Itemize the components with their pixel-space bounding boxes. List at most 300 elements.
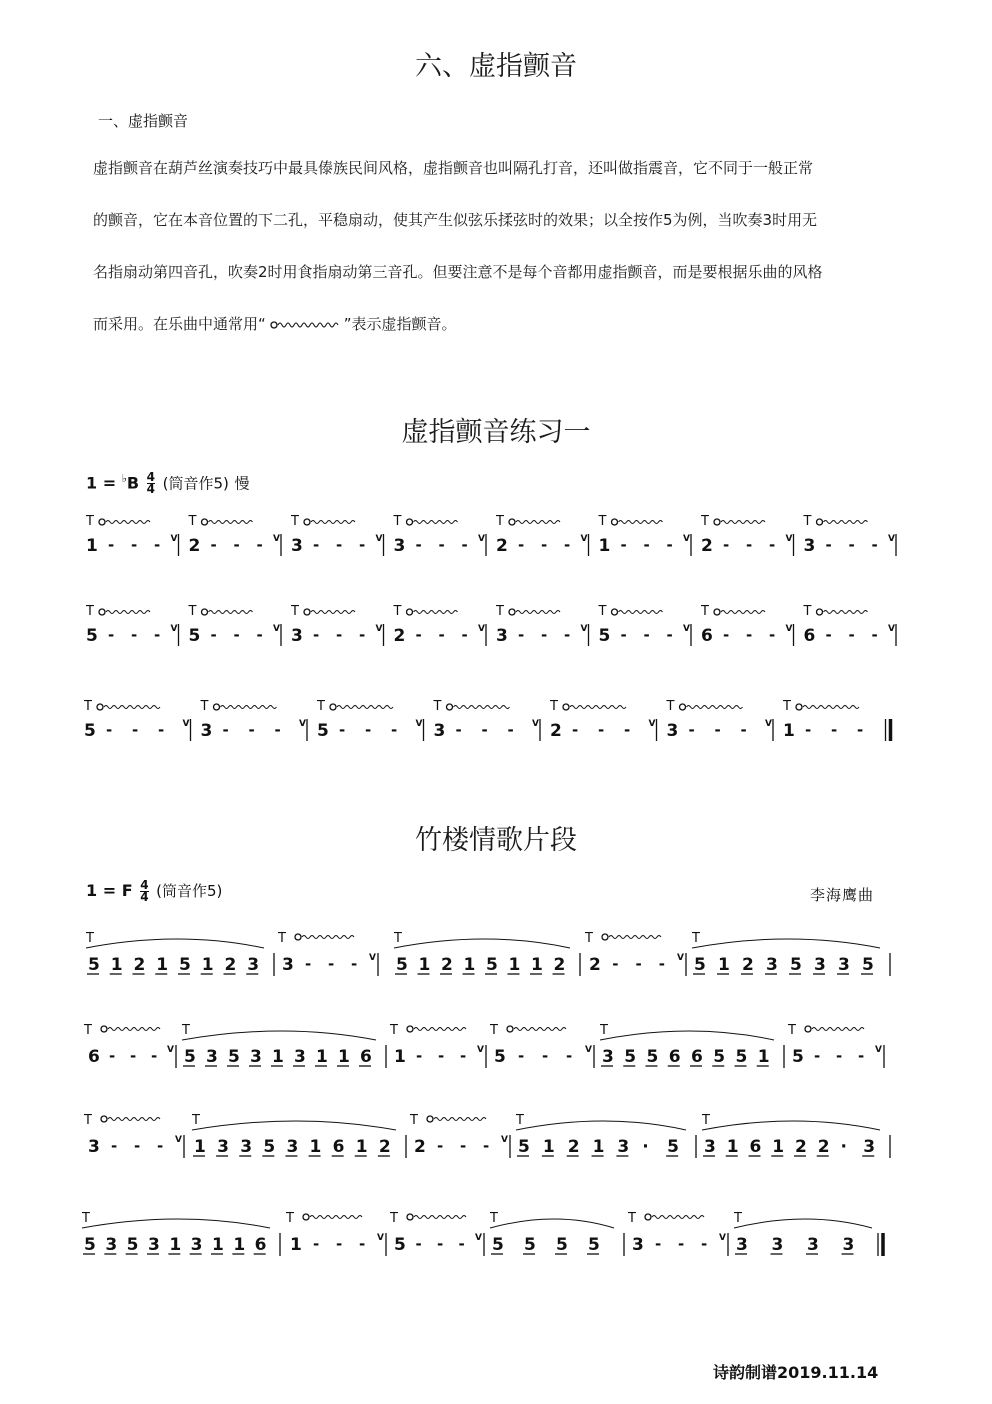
exercise-dash: - bbox=[481, 721, 488, 739]
exercise-tremolo-circle bbox=[304, 519, 310, 525]
exercise-dash: - bbox=[106, 721, 113, 739]
exercise-tremolo-circle bbox=[612, 519, 618, 525]
exercise-dash: - bbox=[108, 536, 115, 554]
footer-credit: 诗韵制谱2019.11.14 bbox=[713, 1363, 879, 1382]
song-tremolo-circle bbox=[303, 1214, 309, 1220]
song-dash: - bbox=[518, 1047, 525, 1065]
song-breath-mark: V bbox=[475, 1233, 482, 1243]
exercise-tremolo-circle bbox=[202, 519, 208, 525]
song-dash: - bbox=[313, 1235, 320, 1253]
exercise-tongue-mark: T bbox=[291, 604, 299, 619]
song-tremolo-wave bbox=[310, 1216, 362, 1219]
song-note: 2 bbox=[414, 1137, 426, 1157]
page-title: 六、虚指颤音 bbox=[415, 51, 577, 82]
exercise-tempo: 慢 bbox=[234, 474, 250, 493]
exercise-dash: - bbox=[336, 626, 343, 644]
exercise-dash: - bbox=[857, 721, 864, 739]
song-slur bbox=[734, 1219, 872, 1228]
song-breath-mark: V bbox=[501, 1135, 508, 1145]
time-top: 4 bbox=[140, 878, 149, 892]
song-dash: - bbox=[157, 1137, 164, 1155]
exercise-dash: - bbox=[108, 626, 115, 644]
song-note: 5 bbox=[646, 1047, 659, 1067]
song-tongue-mark: T bbox=[390, 1211, 398, 1226]
exercise-tremolo-circle bbox=[304, 609, 310, 615]
song-note: 3 bbox=[842, 1235, 855, 1255]
exercise-dash: - bbox=[541, 536, 548, 554]
song-note: 1 bbox=[156, 955, 169, 975]
time-bottom: 4 bbox=[140, 890, 149, 904]
song-slur bbox=[192, 1121, 396, 1130]
exercise-tremolo-wave bbox=[414, 521, 458, 524]
song-note: 5 bbox=[713, 1047, 726, 1067]
exercise-dash: - bbox=[518, 536, 525, 554]
exercise-note: 5 bbox=[84, 721, 96, 741]
song-note: 5 bbox=[694, 955, 706, 975]
song-tongue-mark: T bbox=[84, 1113, 92, 1128]
song-tremolo-circle bbox=[101, 1026, 107, 1032]
exercise-dash: - bbox=[438, 626, 445, 644]
exercise-note: 5 bbox=[188, 626, 201, 646]
song-dash: - bbox=[305, 955, 312, 973]
song-tongue-mark: T bbox=[86, 931, 94, 946]
song-dash: - bbox=[359, 1235, 366, 1253]
exercise-dash: - bbox=[131, 536, 138, 554]
song-note: 1 bbox=[592, 1137, 605, 1157]
exercise-dash: - bbox=[666, 626, 673, 644]
exercise-dash: - bbox=[339, 721, 346, 739]
song-note: 5 bbox=[263, 1137, 276, 1157]
exercise-tube-note: (筒音作5) bbox=[162, 474, 229, 493]
exercise-tremolo-circle bbox=[509, 519, 515, 525]
exercise-dash: - bbox=[825, 626, 832, 644]
exercise-note: 3 bbox=[496, 626, 508, 646]
exercise-tremolo-circle bbox=[99, 609, 105, 615]
song-tongue-mark: T bbox=[734, 1211, 742, 1226]
song-note: 2 bbox=[224, 955, 237, 975]
song-tremolo-circle bbox=[602, 934, 608, 940]
exercise-breath-mark: V bbox=[648, 719, 656, 729]
exercise-tremolo-circle bbox=[407, 609, 413, 615]
exercise-dash: - bbox=[233, 626, 240, 644]
song-tremolo-circle bbox=[805, 1026, 811, 1032]
song-dash: - bbox=[701, 1235, 708, 1253]
song-tremolo-wave bbox=[609, 936, 661, 939]
exercise-breath-mark: V bbox=[478, 534, 485, 544]
song-note: 3 bbox=[766, 955, 778, 975]
exercise-note: 1 bbox=[598, 536, 611, 556]
section-heading: 一、虚指颤音 bbox=[98, 112, 189, 130]
exercise-note: 1 bbox=[783, 721, 795, 741]
song-tongue-mark: T bbox=[702, 1113, 710, 1128]
exercise-tremolo-wave bbox=[516, 611, 560, 614]
song-slur bbox=[516, 1121, 686, 1130]
song-breath-mark: V bbox=[719, 1233, 726, 1243]
exercise-note: 6 bbox=[803, 626, 816, 646]
song-tongue-mark: T bbox=[692, 931, 700, 946]
composer-credit: 李海鹰曲 bbox=[810, 886, 875, 904]
song-dash: - bbox=[458, 1235, 465, 1253]
exercise-breath-mark: V bbox=[683, 534, 690, 544]
exercise-dash: - bbox=[154, 536, 161, 554]
time-top: 4 bbox=[146, 470, 156, 485]
song-note: 1 bbox=[201, 955, 214, 975]
song-breath-mark: V bbox=[369, 953, 376, 963]
exercise-tremolo-wave bbox=[619, 521, 663, 524]
song-breath-mark: V bbox=[677, 953, 684, 963]
exercise-note: 5 bbox=[86, 626, 98, 646]
exercise-tongue-mark: T bbox=[393, 604, 402, 619]
song-note: 5 bbox=[179, 955, 191, 975]
song-note: 1 bbox=[508, 955, 521, 975]
song-note: 5 bbox=[518, 1137, 530, 1157]
exercise-dash: - bbox=[507, 721, 514, 739]
exercise-tremolo-wave bbox=[337, 706, 393, 709]
exercise-dash: - bbox=[825, 536, 832, 554]
exercise-dash: - bbox=[461, 536, 468, 554]
song-note: 3 bbox=[206, 1047, 218, 1067]
song-dash: - bbox=[336, 1235, 343, 1253]
exercise-tremolo-wave bbox=[311, 521, 355, 524]
exercise-dash: - bbox=[564, 626, 571, 644]
exercise-note: 2 bbox=[393, 626, 406, 646]
song-note: 3 bbox=[617, 1137, 630, 1157]
song-dash: - bbox=[111, 1137, 118, 1155]
exercise-note: 3 bbox=[393, 536, 406, 556]
exercise-tongue-mark: T bbox=[701, 514, 709, 529]
exercise-tremolo-circle bbox=[563, 704, 569, 710]
exercise-tongue-mark: T bbox=[200, 699, 209, 714]
exercise-tongue-mark: T bbox=[496, 604, 504, 619]
song-dash: - bbox=[415, 1235, 422, 1253]
song-tremolo-circle bbox=[295, 934, 301, 940]
song-note: 2 bbox=[795, 1137, 807, 1157]
exercise-tongue-mark: T bbox=[433, 699, 442, 714]
song-tube-note: (筒音作5) bbox=[156, 882, 223, 900]
exercise-dash: - bbox=[233, 536, 240, 554]
song-key-note: F bbox=[121, 881, 133, 900]
exercise-dash: - bbox=[131, 626, 138, 644]
exercise-tongue-mark: T bbox=[291, 514, 299, 529]
exercise-dash: - bbox=[666, 536, 673, 554]
exercise-tremolo-wave bbox=[106, 521, 150, 524]
exercise-note: 3 bbox=[200, 721, 213, 741]
exercise-breath-mark: V bbox=[415, 719, 423, 729]
song-note: 3 bbox=[282, 955, 294, 975]
exercise-dash: - bbox=[564, 536, 571, 554]
song-tremolo-circle bbox=[407, 1214, 413, 1220]
exercise-breath-mark: V bbox=[683, 624, 690, 634]
song-slur bbox=[490, 1219, 614, 1228]
exercise-dash: - bbox=[572, 721, 579, 739]
song-slur bbox=[702, 1121, 880, 1130]
exercise-tremolo-circle bbox=[447, 704, 453, 710]
exercise-dash: - bbox=[723, 626, 730, 644]
exercise-dash: - bbox=[769, 626, 776, 644]
song-breath-mark: V bbox=[167, 1045, 174, 1055]
song-note: 1 bbox=[757, 1047, 770, 1067]
song-note: · bbox=[642, 1137, 649, 1157]
exercise-tremolo-wave bbox=[209, 521, 253, 524]
song-note: 1 bbox=[110, 955, 123, 975]
song-dash: - bbox=[612, 955, 619, 973]
exercise-breath-mark: V bbox=[375, 624, 383, 634]
song-note: 5 bbox=[396, 955, 408, 975]
exercise-tremolo-circle bbox=[714, 519, 720, 525]
song-breath-mark: V bbox=[377, 1233, 384, 1243]
exercise-breath-mark: V bbox=[765, 719, 772, 729]
exercise-breath-mark: V bbox=[170, 534, 178, 544]
song-slur bbox=[86, 939, 264, 948]
exercise-breath-mark: V bbox=[888, 624, 895, 634]
song-dash: - bbox=[151, 1047, 158, 1065]
exercise-dash: - bbox=[313, 626, 320, 644]
song-note: 3 bbox=[602, 1047, 614, 1067]
exercise-tremolo-wave bbox=[619, 611, 663, 614]
exercise-tremolo-wave bbox=[721, 611, 765, 614]
exercise-tremolo-circle bbox=[202, 609, 208, 615]
exercise-dash: - bbox=[871, 536, 878, 554]
song-note: 3 bbox=[88, 1137, 100, 1157]
song-tremolo-wave bbox=[108, 1028, 160, 1031]
exercise-dash: - bbox=[624, 721, 631, 739]
song-note: 6 bbox=[88, 1047, 100, 1067]
exercise-tremolo-circle bbox=[817, 519, 823, 525]
song-note: 1 bbox=[169, 1235, 182, 1255]
exercise-breath-mark: V bbox=[785, 624, 793, 634]
song-dash: - bbox=[814, 1047, 821, 1065]
exercise-dash: - bbox=[723, 536, 730, 554]
song-note: 1 bbox=[542, 1137, 555, 1157]
exercise-title: 虚指颤音练习一 bbox=[401, 417, 591, 448]
exercise-dash: - bbox=[848, 626, 855, 644]
song-note: 3 bbox=[736, 1235, 748, 1255]
song-note: 1 bbox=[772, 1137, 785, 1157]
exercise-dash: - bbox=[643, 626, 650, 644]
song-tremolo-wave bbox=[414, 1028, 466, 1031]
song-tremolo-wave bbox=[652, 1216, 704, 1219]
exercise-dash: - bbox=[643, 536, 650, 554]
song-note: 5 bbox=[84, 1235, 96, 1255]
exercise-dash: - bbox=[132, 721, 139, 739]
exercise-breath-mark: V bbox=[273, 624, 280, 634]
exercise-dash: - bbox=[365, 721, 372, 739]
exercise-dash: - bbox=[848, 536, 855, 554]
song-tremolo-wave bbox=[514, 1028, 566, 1031]
exercise-breath-mark: V bbox=[888, 534, 895, 544]
song-note: 2 bbox=[589, 955, 601, 975]
exercise-dash: - bbox=[256, 626, 263, 644]
song-note: 5 bbox=[735, 1047, 748, 1067]
exercise-tongue-mark: T bbox=[783, 699, 791, 714]
exercise-note: 2 bbox=[701, 536, 713, 556]
song-tongue-mark: T bbox=[490, 1023, 498, 1038]
exercise-breath-mark: V bbox=[375, 534, 383, 544]
song-tongue-mark: T bbox=[585, 931, 593, 946]
song-dash: - bbox=[658, 955, 665, 973]
song-slur bbox=[182, 1031, 376, 1040]
exercise-note: 3 bbox=[291, 626, 303, 646]
song-note: 2 bbox=[133, 955, 146, 975]
exercise-tongue-mark: T bbox=[803, 604, 812, 619]
song-tremolo-circle bbox=[427, 1116, 433, 1122]
exercise-tremolo-wave bbox=[824, 521, 868, 524]
song-note: 1 bbox=[309, 1137, 322, 1157]
song-dash: - bbox=[483, 1137, 490, 1155]
song-note: 3 bbox=[148, 1235, 160, 1255]
song-note: 3 bbox=[217, 1137, 229, 1157]
exercise-note: 3 bbox=[291, 536, 303, 556]
song-note: 1 bbox=[531, 955, 543, 975]
exercise-note: 3 bbox=[433, 721, 446, 741]
exercise-tremolo-wave bbox=[104, 706, 160, 709]
song-note: 3 bbox=[771, 1235, 784, 1255]
exercise-dash: - bbox=[541, 626, 548, 644]
exercise-dash: - bbox=[336, 536, 343, 554]
song-note: · bbox=[840, 1137, 847, 1157]
exercise-breath-mark: V bbox=[273, 534, 280, 544]
exercise-tongue-mark: T bbox=[666, 699, 675, 714]
exercise-dash: - bbox=[805, 721, 812, 739]
song-note: 1 bbox=[355, 1137, 368, 1157]
song-note: 5 bbox=[524, 1235, 536, 1255]
exercise-dash: - bbox=[359, 536, 366, 554]
song-dash: - bbox=[655, 1235, 662, 1253]
exercise-dash: - bbox=[391, 721, 398, 739]
song-dash: - bbox=[134, 1137, 141, 1155]
song-breath-mark: V bbox=[585, 1045, 592, 1055]
exercise-tremolo-wave bbox=[687, 706, 743, 709]
exercise-breath-mark: V bbox=[785, 534, 793, 544]
song-note: 5 bbox=[790, 955, 802, 975]
song-tongue-mark: T bbox=[82, 1211, 90, 1226]
exercise-tremolo-circle bbox=[714, 609, 720, 615]
song-note: 5 bbox=[486, 955, 498, 975]
song-note: 5 bbox=[556, 1235, 568, 1255]
exercise-note: 3 bbox=[803, 536, 816, 556]
song-dash: - bbox=[460, 1137, 467, 1155]
song-note: 2 bbox=[553, 955, 566, 975]
exercise-tongue-mark: T bbox=[393, 514, 402, 529]
song-note: 6 bbox=[749, 1137, 762, 1157]
exercise-tremolo-wave bbox=[803, 706, 859, 709]
song-key-label: 1 = bbox=[86, 881, 117, 900]
song-note: 1 bbox=[726, 1137, 739, 1157]
song-tongue-mark: T bbox=[394, 931, 402, 946]
exercise-tremolo-wave bbox=[454, 706, 510, 709]
exercise-dash: - bbox=[313, 536, 320, 554]
song-slur bbox=[394, 939, 570, 948]
exercise-dash: - bbox=[158, 721, 165, 739]
exercise-dash: - bbox=[620, 626, 627, 644]
song-tremolo-wave bbox=[108, 1118, 160, 1121]
paragraph-line-3: 名指扇动第四音孔，吹奏2时用食指扇动第三音孔。但要注意不是每个音都用虚指颤音，而是要根据乐曲的风格 bbox=[93, 263, 823, 281]
song-tremolo-wave bbox=[302, 936, 354, 939]
exercise-note: 6 bbox=[701, 626, 713, 646]
song-tongue-mark: T bbox=[84, 1023, 92, 1038]
song-dash: - bbox=[566, 1047, 573, 1065]
song-tongue-mark: T bbox=[788, 1023, 796, 1038]
exercise-breath-mark: V bbox=[580, 624, 588, 634]
exercise-tremolo-circle bbox=[680, 704, 686, 710]
exercise-dash: - bbox=[518, 626, 525, 644]
song-tongue-mark: T bbox=[490, 1211, 498, 1226]
exercise-dash: - bbox=[274, 721, 281, 739]
exercise-tongue-mark: T bbox=[598, 604, 607, 619]
exercise-tongue-mark: T bbox=[803, 514, 812, 529]
song-note: 6 bbox=[668, 1047, 681, 1067]
song-note: 2 bbox=[378, 1137, 391, 1157]
song-note: 3 bbox=[190, 1235, 203, 1255]
exercise-dash: - bbox=[210, 536, 217, 554]
exercise-dash: - bbox=[222, 721, 229, 739]
song-note: 2 bbox=[441, 955, 453, 975]
exercise-dash: - bbox=[455, 721, 462, 739]
song-note: 6 bbox=[254, 1235, 267, 1255]
song-note: 5 bbox=[492, 1235, 504, 1255]
song-slur bbox=[82, 1219, 270, 1228]
exercise-breath-mark: V bbox=[532, 719, 539, 729]
song-note: 6 bbox=[691, 1047, 703, 1067]
exercise-tongue-mark: T bbox=[84, 699, 92, 714]
exercise-tremolo-circle bbox=[407, 519, 413, 525]
song-breath-mark: V bbox=[175, 1135, 182, 1145]
song-tongue-mark: T bbox=[192, 1113, 200, 1128]
song-note: 6 bbox=[332, 1137, 345, 1157]
exercise-tremolo-circle bbox=[330, 704, 336, 710]
exercise-dash: - bbox=[746, 536, 753, 554]
exercise-tongue-mark: T bbox=[188, 604, 197, 619]
song-tongue-mark: T bbox=[182, 1023, 190, 1038]
exercise-dash: - bbox=[461, 626, 468, 644]
song-note: 3 bbox=[838, 955, 850, 975]
song-note: 5 bbox=[184, 1047, 196, 1067]
exercise-tongue-mark: T bbox=[86, 514, 94, 529]
song-tremolo-wave bbox=[812, 1028, 864, 1031]
exercise-tongue-mark: T bbox=[550, 699, 558, 714]
song-note: 1 bbox=[272, 1047, 284, 1067]
exercise-dash: - bbox=[359, 626, 366, 644]
exercise-note: 2 bbox=[496, 536, 508, 556]
exercise-tremolo-circle bbox=[97, 704, 103, 710]
song-dash: - bbox=[351, 955, 358, 973]
song-dash: - bbox=[836, 1047, 843, 1065]
song-tremolo-circle bbox=[507, 1026, 513, 1032]
song-note: 5 bbox=[494, 1047, 506, 1067]
exercise-breath-mark: V bbox=[170, 624, 178, 634]
flat-sign: ♭ bbox=[121, 472, 127, 485]
exercise-tongue-mark: T bbox=[188, 514, 197, 529]
song-note: 5 bbox=[126, 1235, 139, 1255]
exercise-breath-mark: V bbox=[299, 719, 306, 729]
exercise-tremolo-circle bbox=[796, 704, 802, 710]
exercise-tremolo-wave bbox=[824, 611, 868, 614]
song-note: 3 bbox=[632, 1235, 644, 1255]
song-note: 2 bbox=[817, 1137, 830, 1157]
exercise-tremolo-wave bbox=[106, 611, 150, 614]
exercise-tremolo-circle bbox=[214, 704, 220, 710]
song-note: 1 bbox=[233, 1235, 246, 1255]
song-dash: - bbox=[460, 1047, 467, 1065]
song-note: 1 bbox=[194, 1137, 206, 1157]
song-note: 1 bbox=[418, 955, 431, 975]
exercise-note: 5 bbox=[598, 626, 611, 646]
song-note: 3 bbox=[247, 955, 260, 975]
song-note: 3 bbox=[863, 1137, 876, 1157]
song-tongue-mark: T bbox=[600, 1023, 608, 1038]
exercise-tongue-mark: T bbox=[701, 604, 709, 619]
song-tongue-mark: T bbox=[410, 1113, 418, 1128]
